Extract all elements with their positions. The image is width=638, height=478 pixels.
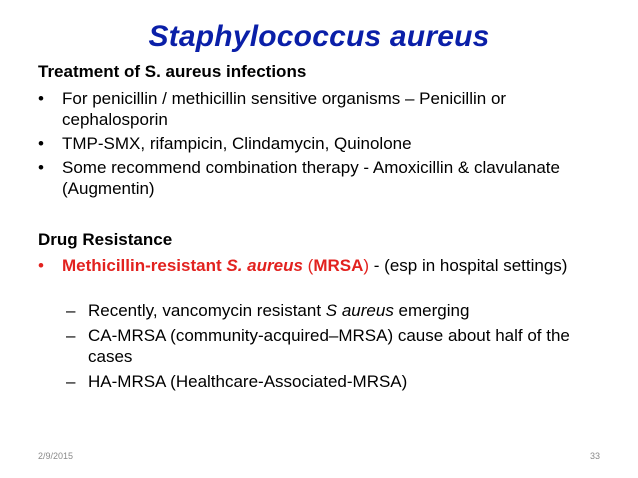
mrsa-label-species: S. aureus bbox=[226, 256, 303, 275]
sub-italic: S aureus bbox=[325, 301, 394, 320]
mrsa-rest: - (esp in hospital settings) bbox=[369, 256, 568, 275]
treatment-bullet-1 bbox=[38, 88, 598, 130]
bullet-dot-icon: • bbox=[38, 158, 44, 177]
treatment-bullet-2 bbox=[38, 133, 598, 154]
sub-after: emerging bbox=[393, 301, 470, 320]
mrsa-abbrev: MRSA bbox=[313, 256, 364, 275]
footer-date: 2/9/2015 bbox=[38, 451, 74, 461]
mrsa-label-close: ) bbox=[363, 256, 370, 275]
resistance-bullet bbox=[38, 255, 598, 276]
sub-bullet-text bbox=[88, 300, 596, 321]
dash-icon: – bbox=[66, 372, 76, 391]
mrsa-label-open: ( bbox=[302, 256, 314, 275]
sub-before: Recently, vancomycin resistant bbox=[88, 301, 326, 320]
treatment-bullet-3 bbox=[38, 157, 598, 199]
bullet-text bbox=[62, 255, 598, 276]
slide-title: Staphylococcus aureus bbox=[148, 20, 490, 53]
bullet-text: TMP-SMX, rifampicin, Clindamycin, Quinolone bbox=[62, 134, 412, 153]
treatment-heading: Treatment of S. aureus infections bbox=[38, 62, 307, 81]
bullet-text: For penicillin / methicillin sensitive organisms – Penicillin or cephalosporin bbox=[62, 89, 507, 129]
resistance-sub-bullet-3 bbox=[66, 371, 596, 392]
resistance-sub-bullet-1 bbox=[66, 300, 596, 321]
dash-icon: – bbox=[66, 301, 76, 320]
bullet-dot-icon: • bbox=[38, 89, 44, 108]
bullet-dot-icon: • bbox=[38, 134, 44, 153]
mrsa-label-part1: Methicillin-resistant bbox=[62, 256, 227, 275]
bullet-dot-icon: • bbox=[38, 256, 44, 275]
page-number: 33 bbox=[589, 451, 600, 461]
sub-bullet-text: CA-MRSA (community-acquired–MRSA) cause about half of the cases bbox=[88, 326, 570, 366]
dash-icon: – bbox=[66, 326, 76, 345]
resistance-sub-bullet-2 bbox=[66, 325, 596, 367]
sub-bullet-text: HA-MRSA (Healthcare-Associated-MRSA) bbox=[88, 372, 408, 391]
bullet-text: Some recommend combination therapy - Amoxicillin & clavulanate (Augmentin) bbox=[62, 158, 560, 198]
resistance-heading: Drug Resistance bbox=[38, 230, 173, 249]
